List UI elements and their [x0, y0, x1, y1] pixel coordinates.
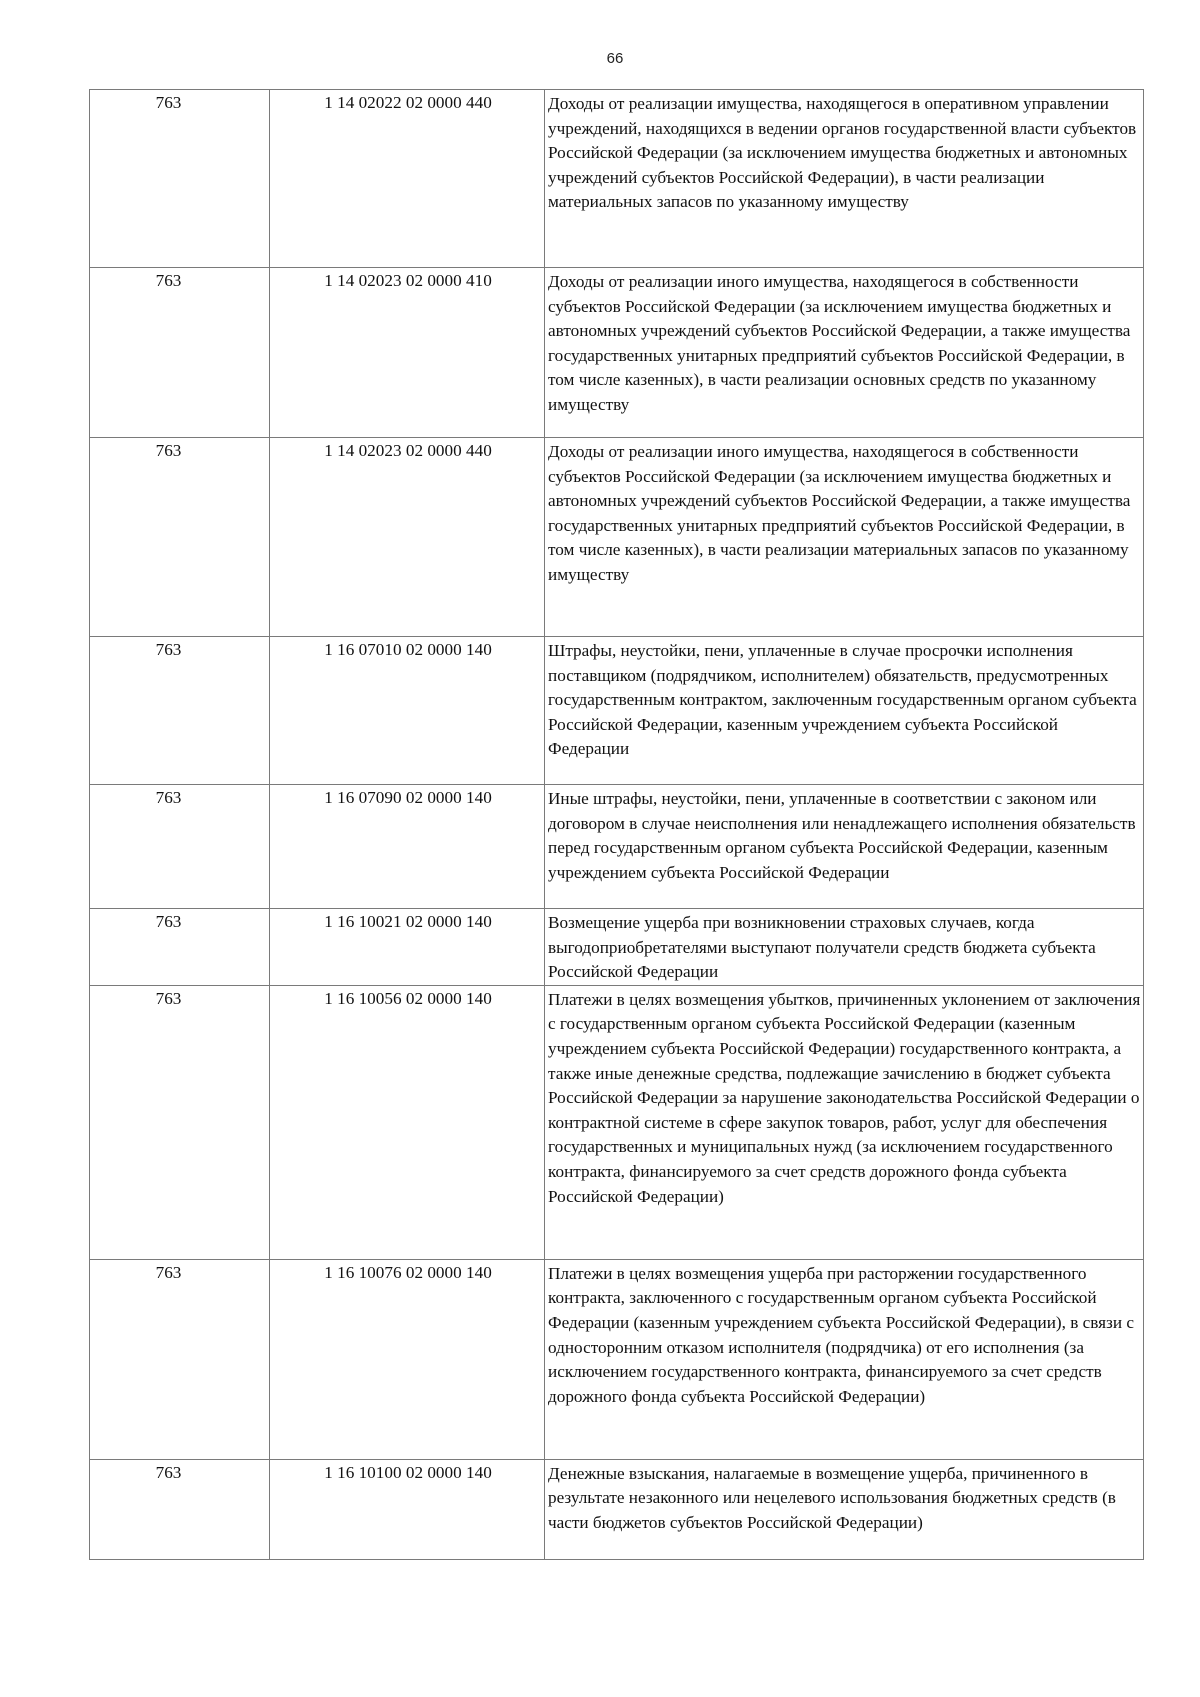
admin-code-cell: 763 — [90, 985, 270, 1259]
admin-code-cell: 763 — [90, 909, 270, 986]
description-cell: Доходы от реализации имущества, находящегося в оперативном управлении учреждений, находящихся в ведении органов государственной власти субъектов Российской Федерации (за исключением имущества бюджетных и автономных учреждений субъектов Российской Федерации), в части реализации материальных запасов по указанному имуществу — [545, 90, 1144, 268]
admin-code-cell: 763 — [90, 1259, 270, 1459]
table-row — [90, 90, 1144, 268]
description-cell: Платежи в целях возмещения ущерба при расторжении государственного контракта, заключенного с государственным органом субъекта Российской Федерации (казенным учреждением субъекта Российской Федерации), в связи с односторонним отказом исполнителя (подрядчика) от его исполнения (за исключением государственного контракта, финансируемого за счет средств дорожного фонда субъекта Российской Федерации) — [545, 1259, 1144, 1459]
revenue-code-cell: 1 14 02022 02 0000 440 — [270, 90, 545, 268]
page-number: 66 — [606, 50, 624, 67]
description-cell: Возмещение ущерба при возникновении страховых случаев, когда выгодоприобретателями выступают получатели средств бюджета субъекта Российской Федерации — [545, 909, 1144, 986]
admin-code-cell: 763 — [90, 90, 270, 268]
revenue-code-cell: 1 16 07090 02 0000 140 — [270, 785, 545, 909]
table-row — [90, 909, 1144, 986]
table-row — [90, 268, 1144, 438]
description-cell: Доходы от реализации иного имущества, находящегося в собственности субъектов Российской Федерации (за исключением имущества бюджетных и автономных учреждений субъектов Российской Федерации, а также имущества государственных унитарных предприятий субъектов Российской Федерации, в том числе казенных), в части реализации материальных запасов по указанному имуществу — [545, 438, 1144, 637]
table-row — [90, 785, 1144, 909]
description-cell: Доходы от реализации иного имущества, находящегося в собственности субъектов Российской Федерации (за исключением имущества бюджетных и автономных учреждений субъектов Российской Федерации, а также имущества государственных унитарных предприятий субъектов Российской Федерации, в том числе казенных), в части реализации основных средств по указанному имуществу — [545, 268, 1144, 438]
admin-code-cell: 763 — [90, 268, 270, 438]
revenue-code-cell: 1 14 02023 02 0000 440 — [270, 438, 545, 637]
table-row — [90, 1259, 1144, 1459]
revenue-code-cell: 1 16 10056 02 0000 140 — [270, 985, 545, 1259]
revenue-code-cell: 1 16 10021 02 0000 140 — [270, 909, 545, 986]
table-row — [90, 1459, 1144, 1559]
admin-code-cell: 763 — [90, 637, 270, 785]
revenue-code-cell: 1 16 10100 02 0000 140 — [270, 1459, 545, 1559]
description-cell: Платежи в целях возмещения убытков, причиненных уклонением от заключения с государственным органом субъекта Российской Федерации (казенным учреждением субъекта Российской Федерации) государственного контракта, а также иные денежные средства, подлежащие зачислению в бюджет субъекта Российской Федерации за нарушение законодательства Российской Федерации о контрактной системе в сфере закупок товаров, работ, услуг для обеспечения государственных и муниципальных нужд (за исключением государственного контракта, финансируемого за счет средств дорожного фонда субъекта Российской Федерации) — [545, 985, 1144, 1259]
description-cell: Иные штрафы, неустойки, пени, уплаченные в соответствии с законом или договором в случае неисполнения или ненадлежащего исполнения обязательств перед государственным органом субъекта Российской Федерации, казенным учреждением субъекта Российской Федерации — [545, 785, 1144, 909]
admin-code-cell: 763 — [90, 1459, 270, 1559]
table-row — [90, 985, 1144, 1259]
description-cell: Денежные взыскания, налагаемые в возмещение ущерба, причиненного в результате незаконного или нецелевого использования бюджетных средств (в части бюджетов субъектов Российской Федерации) — [545, 1459, 1144, 1559]
revenue-code-cell: 1 16 10076 02 0000 140 — [270, 1259, 545, 1459]
revenue-codes-table — [89, 89, 1144, 1560]
table-row — [90, 637, 1144, 785]
admin-code-cell: 763 — [90, 438, 270, 637]
description-cell: Штрафы, неустойки, пени, уплаченные в случае просрочки исполнения поставщиком (подрядчиком, исполнителем) обязательств, предусмотренных государственным контрактом, заключенным государственным органом субъекта Российской Федерации, казенным учреждением субъекта Российской Федерации — [545, 637, 1144, 785]
admin-code-cell: 763 — [90, 785, 270, 909]
revenue-code-cell: 1 16 07010 02 0000 140 — [270, 637, 545, 785]
table-row — [90, 438, 1144, 637]
revenue-code-cell: 1 14 02023 02 0000 410 — [270, 268, 545, 438]
